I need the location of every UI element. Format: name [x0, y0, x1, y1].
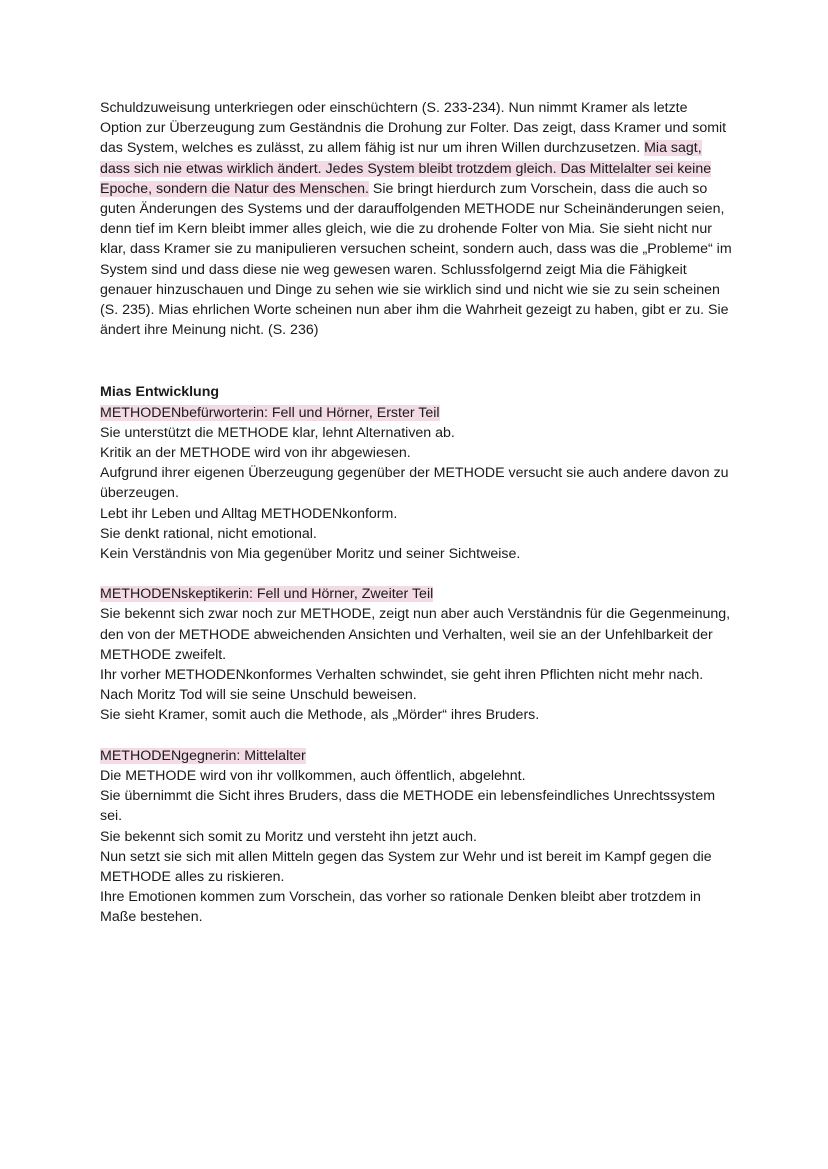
- section-title: METHODENskeptikerin: Fell und Hörner, Zweiter Teil: [100, 586, 434, 603]
- list-item: Kein Verständnis von Mia gegenüber Moritz und seiner Sichtweise.: [100, 546, 521, 563]
- highlighted-quote: Mia sagt, dass sich nie etwas wirklich ändert. Jedes System bleibt trotzdem gleich. Das Mittelalter sei keine Epoche, sondern die Natur des Menschen.: [100, 140, 712, 197]
- section-heading: Mias Entwicklung: [100, 384, 220, 401]
- list-item: Aufgrund ihrer eigenen Überzeugung gegenüber der METHODE versucht sie auch andere davon zu überzeugen.: [100, 465, 729, 502]
- list-item: Nun setzt sie sich mit allen Mitteln gegen das System zur Wehr und ist bereit im Kampf gegen die METHODE alles zu riskieren.: [100, 848, 712, 885]
- list-item: Die METHODE wird von ihr vollkommen, auch öffentlich, abgelehnt.: [100, 767, 526, 784]
- list-item: Sie übernimmt die Sicht ihres Bruders, dass die METHODE ein lebensfeindliches Unrechtssystem sei.: [100, 788, 716, 825]
- list-item: Sie unterstützt die METHODE klar, lehnt Alternativen ab.: [100, 424, 455, 441]
- list-item: Sie bekennt sich somit zu Moritz und versteht ihn jetzt auch.: [100, 828, 477, 845]
- list-item: Sie bekennt sich zwar noch zur METHODE, zeigt nun aber auch Verständnis für die Gegenmeinung, den von der METHODE abweichenden Ansichten und Verhalten, weil sie an der Unfehlbarkeit der METHODE zweifelt.: [100, 606, 731, 663]
- list-item: Nach Moritz Tod will sie seine Unschuld beweisen.: [100, 687, 417, 704]
- document-page: [100, 98, 732, 928]
- list-item: Ihr vorher METHODENkonformes Verhalten schwindet, sie geht ihren Pflichten nicht mehr nach.: [100, 667, 704, 684]
- intro-text-after: Sie bringt hierdurch zum Vorschein, dass die auch so guten Änderungen des Systems und der darauffolgenden METHODE nur Scheinänderungen seien, denn tief im Kern bleibt immer alles gleich, wie die zu drohende Folter von Mia. Sie sieht nicht nur klar, dass Kramer sie zu manipulieren versuchen scheint, sondern auch, dass was die „Probleme“ im System sind und dass diese nie weg gewesen waren. Schlussfolgernd zeigt Mia die Fähigkeit genauer hinzuschauen und Dinge zu sehen wie sie wirklich sind und nicht wie sie zu sein scheinen (S. 235). Mias ehrlichen Worte scheinen nun aber ihm die Wahrheit gezeigt zu haben, gibt er zu. Sie ändert ihre Meinung nicht. (S. 236): [100, 180, 732, 339]
- list-item: Ihre Emotionen kommen zum Vorschein, das vorher so rationale Denken bleibt aber trotzdem in Maße bestehen.: [100, 889, 701, 926]
- section-title: METHODENgegnerin: Mittelalter: [100, 747, 306, 764]
- section-befuerworterin: [100, 403, 732, 565]
- intro-text-before: Schuldzuweisung unterkriegen oder einschüchtern (S. 233-234). Nun nimmt Kramer als letzte Option zur Überzeugung zum Geständnis die Drohung zur Folter. Das zeigt, dass Kramer und somit das System, welches es zulässt, zu allem fähig ist nur um ihren Willen durchzusetzen.: [100, 100, 727, 157]
- section-gegnerin: [100, 746, 732, 928]
- list-item: Sie denkt rational, nicht emotional.: [100, 525, 317, 542]
- intro-paragraph: [100, 98, 732, 340]
- list-item: Kritik an der METHODE wird von ihr abgewiesen.: [100, 445, 411, 462]
- section-skeptikerin: [100, 584, 732, 725]
- list-item: Sie sieht Kramer, somit auch die Methode, als „Mörder“ ihres Bruders.: [100, 707, 540, 724]
- section-title: METHODENbefürworterin: Fell und Hörner, Erster Teil: [100, 404, 440, 421]
- list-item: Lebt ihr Leben und Alltag METHODENkonform.: [100, 505, 398, 522]
